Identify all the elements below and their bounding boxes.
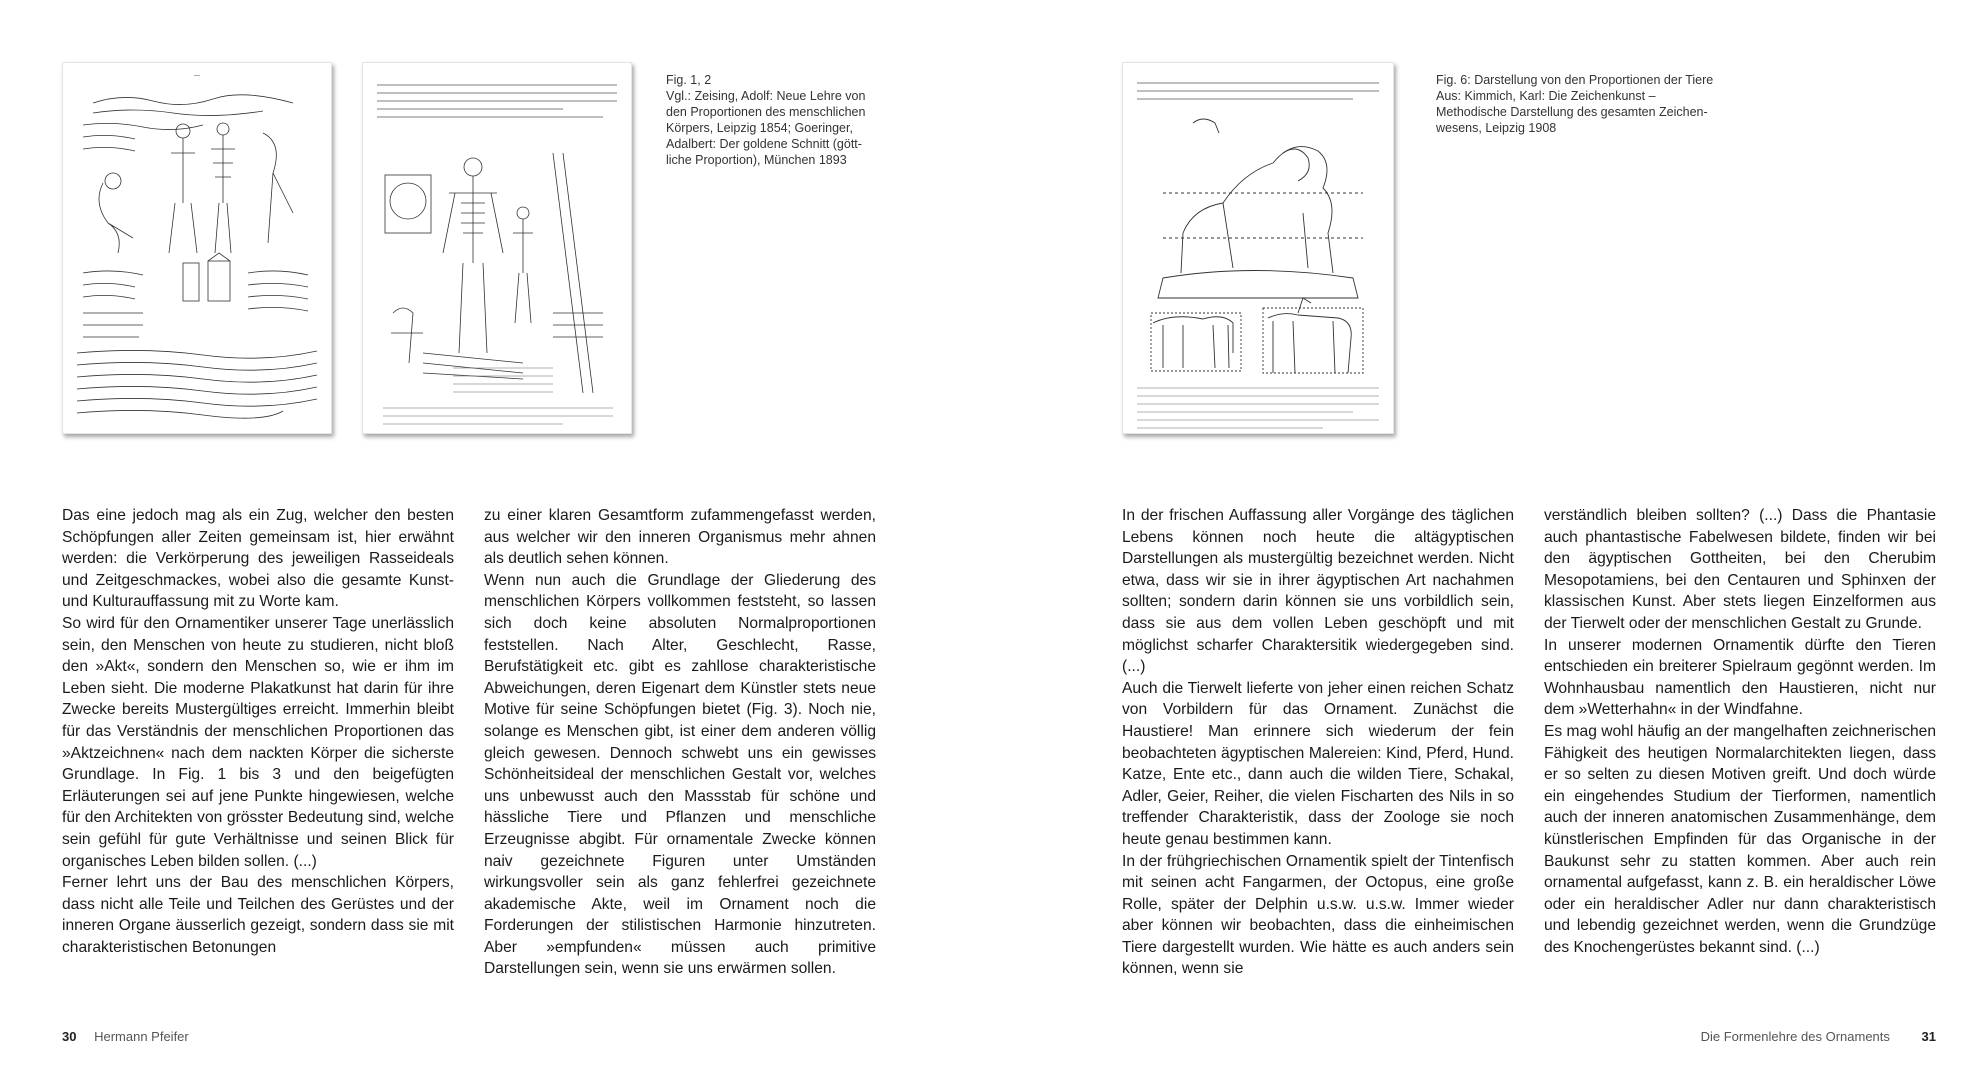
caption-line: wesens, Leipzig 1908: [1436, 121, 1557, 135]
figure-6-animal-proportions: [1122, 62, 1394, 434]
paragraph: Wenn nun auch die Grundlage der Gliederung des menschlichen Körpers vollkommen feststeht, so lassen sich doch keine absoluten Normalproportionen feststellen. Nach Alter, Geschlecht, Rasse, Berufstätigkeit etc. gibt es zahllose charakteristische Abweichungen, deren Eigenart dem Künstler stets neue Motive für seine Schöpfungen bietet (Fig. 3). Noch nie, solange es Menschen gibt, ist einer dem anderen völlig gleich gewesen. Dennoch schwebt uns ein gewisses Schönheitsideal der menschlichen Gestalt vor, welches uns unbewusst auch den Massstab für schöne und hässliche Tiere und Pflanzen und menschliche Erzeugnisse abgibt. Für ornamentale Zwecke können naiv gezeichnete Figuren unter Umständen wirkungsvoller sein als ganz fehlerfrei gezeichnete akademische Akte, weil im Ornament noch die Forderungen der stilistischen Harmonie hinzutreten. Aber »empfunden« müssen auch primitive Darstellungen sein, wenn sie uns erwärmen sollen.: [484, 571, 876, 978]
paragraph: So wird für den Ornamentiker unserer Tage unerlässlich sein, den Menschen von heute zu studieren, nicht bloß den »Akt«, sondern den Menschen so, wie er ihm im Leben sieht. Die moderne Plakatkunst hat darin für ihre Zwecke bereits Mustergültiges erreicht. Immerhin bleibt für das Verständnis der menschlichen Proportionen das »Aktzeichnen« nach dem nackten Körper die sicherste Grundlage. In Fig. 1 bis 3 und den beigefügten Erläuterungen sei auf jene Punkte hingewiesen, welche für den Architekten von grösster Bedeutung sind, welche sein gefühl für gute Verhältnisse und seinen Blick für organisches Leben bilden sollen. (...): [62, 614, 454, 870]
text-column-1: [62, 505, 454, 958]
page-number-right: 31: [1921, 1029, 1936, 1044]
caption-fig-6: [1436, 72, 1713, 136]
caption-line: Körpers, Leipzig 1854; Goeringer,: [666, 121, 853, 135]
svg-text:—: —: [194, 73, 200, 79]
figure-6-drawing: [1123, 63, 1393, 433]
paragraph: Es mag wohl häufig an der mangelhaften zeichnerischen Fähigkeit des heutigen Normalarchitekten liegen, dass er so selten zu diesen Motiven greift. Und doch würde ein eingehendes Studium der Tierformen, namentlich auch der inneren anatomischen Zusammenhänge, dem künstlerischen Empfinden für das Organische in der Baukunst sehr zu statten kommen. Aber auch rein ornamental aufgefasst, kann z. B. ein heraldischer Löwe oder ein heraldischer Adler nur dann charakteristisch und lebendig gezeichnet werden, wenn die Grundzüge des Knochengerüstes bekannt sind. (...): [1544, 722, 1936, 956]
figure-2-skeleton-proportions: [362, 62, 632, 434]
figure-1-handwritten-proportions: [62, 62, 332, 434]
figure-2-drawing: [363, 63, 631, 433]
paragraph: Ferner lehrt uns der Bau des menschlichen Körpers, dass nicht alle Teile und Teilchen des Gerüstes und der inneren Organe äusserlich gezeigt, sondern dass sie mit charakteristischen Betonungen: [62, 874, 454, 956]
chapter-title: Die Formenlehre des Ornaments: [1700, 1029, 1890, 1044]
paragraph: In der frühgriechischen Ornamentik spielt der Tintenfisch mit seinen acht Fangarmen, der Octopus, eine große Rolle, später der Delphin u.s.w. u.s.w. Immer wieder aber können wir beobachten, dass die einheimischen Tiere dargestellt wurden. Wie hätte es auch anders sein können, wenn sie: [1122, 852, 1514, 978]
text-column-2: [484, 505, 876, 980]
caption-line: Adalbert: Der goldene Schnitt (gött-: [666, 137, 862, 151]
paragraph: zu einer klaren Gesamtform zufammengefasst werden, aus welcher wir den inneren Organismus mehr ahnen als deutlich sehen können.: [484, 507, 876, 568]
footer-left: [62, 1029, 189, 1044]
text-column-3: [1122, 505, 1514, 980]
paragraph: Das eine jedoch mag als ein Zug, welcher den besten Schöpfungen aller Zeiten gemeinsam ist, hier erwähnt werden: die Verkörperung des jeweiligen Rasseideals und Zeitgeschmackes, wobei also die gesamte Kunst- und Kulturauffassung mit zu Worte kam.: [62, 507, 454, 611]
paragraph: In unserer modernen Ornamentik dürfte den Tieren entschieden ein breiterer Spielraum gegönnt werden. Im Wohnhausbau namentlich den Haustieren, nicht nur dem »Wetterhahn« in der Windfahne.: [1544, 636, 1936, 719]
paragraph: verständlich bleiben sollten? (...) Dass die Phantasie auch phantastische Fabelwesen bildete, finden wir bei den ägyptischen Gottheiten, bei den Cherubim Mesopotamiens, bei den Centauren und Sphinxen der klassischen Kunst. Aber stets liegen Einzelformen aus der Tierwelt oder der menschlichen Gestalt zu Grunde.: [1544, 507, 1936, 632]
caption-fig-1-2: [666, 72, 865, 168]
text-column-4: [1544, 505, 1936, 958]
caption-line: den Proportionen des menschlichen: [666, 105, 866, 119]
caption-line: Aus: Kimmich, Karl: Die Zeichenkunst –: [1436, 89, 1656, 103]
footer-right: [1701, 1029, 1936, 1044]
paragraph: Auch die Tierwelt lieferte von jeher einen reichen Schatz von Vorbildern für das Ornament. Zunächst die Haustiere! Man erinnere sich wiederum der fein beobachteten ägyptischen Malereien: Kind, Pferd, Hund. Katze, Ente etc., dann auch die wilden Tiere, Schakal, Adler, Geier, Reiher, die vielen Fischarten des Nils in so treffender Charakteristik, dass der Zoologe sie noch heute genau bestimmen kann.: [1122, 679, 1514, 848]
caption-line: Methodische Darstellung des gesamten Zeichen-: [1436, 105, 1708, 119]
paragraph: In der frischen Auffassung aller Vorgänge des täglichen Lebens können noch heute die altägyptischen Darstellungen als mustergültig bezeichnet werden. Nicht etwa, dass wir sie in ihrer ägyptischen Art nachahmen sollten; sondern darin können sie uns vorbildlich sein, dass sie aus dem vollen Leben geschöpft und mit möglichst scharfer Charaktersitik wiedergegeben sind. (...): [1122, 507, 1514, 676]
caption-line: Vgl.: Zeising, Adolf: Neue Lehre von: [666, 89, 866, 103]
figure-1-drawing: [63, 63, 331, 433]
caption-line: liche Proportion), München 1893: [666, 153, 847, 167]
author-name: Hermann Pfeifer: [94, 1029, 189, 1044]
page-number-left: 30: [62, 1029, 77, 1044]
caption-line: Fig. 6: Darstellung von den Proportionen der Tiere: [1436, 73, 1714, 87]
caption-line: Fig. 1, 2: [666, 73, 712, 87]
